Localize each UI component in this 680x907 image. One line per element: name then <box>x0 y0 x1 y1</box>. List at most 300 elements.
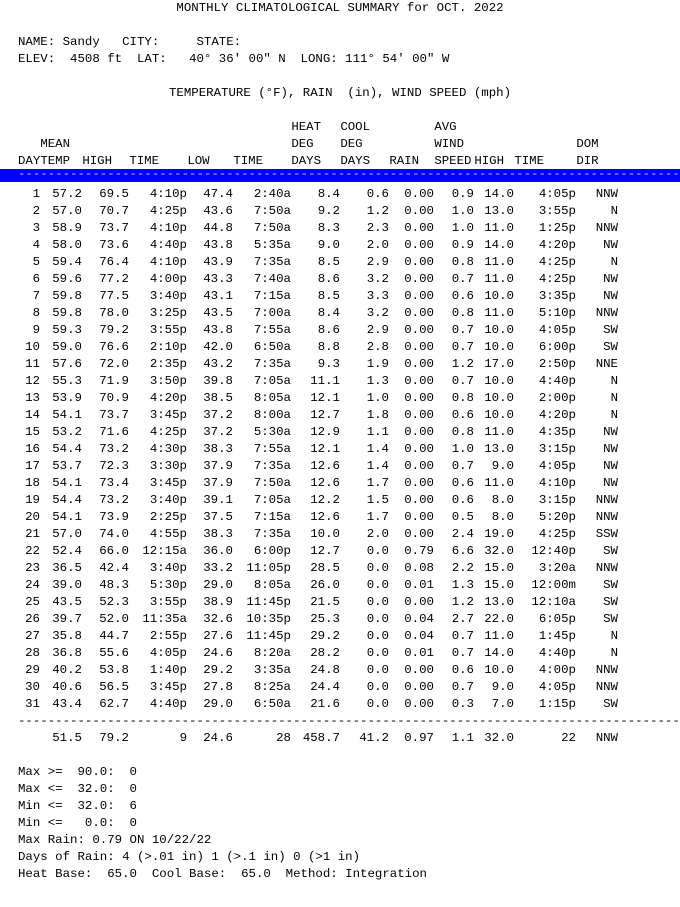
cell-dom-dir: N <box>610 255 618 269</box>
cell-high: 72.0 <box>99 357 129 371</box>
cell-wind-high: 8.0 <box>491 510 514 524</box>
cell-low-time: 8:05a <box>253 391 291 405</box>
cell-rain: 0.00 <box>404 595 434 609</box>
cell-day: 29 <box>25 663 40 677</box>
table-row <box>18 373 618 390</box>
cell-low: 43.8 <box>203 238 233 252</box>
cell-low: 38.5 <box>203 391 233 405</box>
cell-cool-deg-days: 1.8 <box>366 408 389 422</box>
cell-heat-deg-days: 12.1 <box>310 442 340 456</box>
cell-heat-deg-days: 28.2 <box>310 646 340 660</box>
cell-wind-time: 4:20p <box>538 408 576 422</box>
cell-avg-wind-speed: 0.7 <box>451 459 474 473</box>
cell-dom-dir: NNW <box>595 306 618 320</box>
cell-wind-time: 6:05p <box>538 612 576 626</box>
header-wind-time: TIME <box>514 154 545 168</box>
cell-day: 25 <box>25 595 40 609</box>
table-row <box>18 203 618 220</box>
header-heat-deg-days: DAYS <box>291 154 322 168</box>
cell-day: 14 <box>25 408 40 422</box>
cell-high: 71.6 <box>99 425 129 439</box>
cell-avg-wind-speed: 1.2 <box>451 595 474 609</box>
cell-cool-deg-days: 0.0 <box>366 629 389 643</box>
cell-wind-high: 10.0 <box>484 374 514 388</box>
cell-day: 20 <box>25 510 40 524</box>
cell-wind-high: 19.0 <box>484 527 514 541</box>
table-row <box>18 526 618 543</box>
cell-wind-time: 4:25p <box>538 255 576 269</box>
cell-wind-high: 13.0 <box>484 595 514 609</box>
cell-wind-high: 9.0 <box>491 680 514 694</box>
cell-rain: 0.00 <box>404 476 434 490</box>
cell-mean-temp: 54.1 <box>52 510 82 524</box>
cell-high: 71.9 <box>99 374 129 388</box>
cell-dom-dir: N <box>610 204 618 218</box>
cell-cool-deg-days: 2.3 <box>366 221 389 235</box>
table-row <box>18 305 618 322</box>
cell-rain: 0.00 <box>404 459 434 473</box>
cell-high: 77.2 <box>99 272 129 286</box>
cell-wind-time: 4:20p <box>538 238 576 252</box>
cell-avg-wind-speed: 0.5 <box>451 510 474 524</box>
cell-heat-deg-days: 24.8 <box>310 663 340 677</box>
cell-heat-deg-days: 12.6 <box>310 510 340 524</box>
header-dom-dir <box>576 119 618 136</box>
cell-avg-wind-speed: 0.7 <box>451 629 474 643</box>
cell-heat-deg-days: 9.0 <box>317 238 340 252</box>
cell-wind-high: 14.0 <box>484 646 514 660</box>
cell-mean-temp: 51.5 <box>52 731 82 745</box>
cell-mean-temp: 36.5 <box>52 561 82 575</box>
cell-wind-high: 10.0 <box>484 391 514 405</box>
cell-high-time: 9 <box>179 731 187 745</box>
cell-low-time: 7:50a <box>253 476 291 490</box>
cell-day: 10 <box>25 340 40 354</box>
cell-dom-dir: N <box>610 391 618 405</box>
header-low-time: TIME <box>233 154 264 168</box>
header-low <box>187 136 233 153</box>
cell-high: 76.4 <box>99 255 129 269</box>
cell-high-time: 3:25p <box>149 306 187 320</box>
cell-rain: 0.00 <box>404 510 434 524</box>
cell-cool-deg-days: 3.3 <box>366 289 389 303</box>
table-row <box>18 628 618 645</box>
station-line: NAME: Sandy CITY: STATE: <box>18 35 242 49</box>
cell-low-time: 5:30a <box>253 425 291 439</box>
cell-mean-temp: 53.2 <box>52 425 82 439</box>
cell-high: 73.2 <box>99 493 129 507</box>
cell-cool-deg-days: 1.7 <box>366 476 389 490</box>
cell-high: 44.7 <box>99 629 129 643</box>
cell-mean-temp: 59.6 <box>52 272 82 286</box>
cell-avg-wind-speed: 0.9 <box>451 238 474 252</box>
cell-rain: 0.00 <box>404 425 434 439</box>
cell-avg-wind-speed: 0.6 <box>451 408 474 422</box>
cell-high: 78.0 <box>99 306 129 320</box>
cell-low-time: 8:05a <box>253 578 291 592</box>
cell-heat-deg-days: 26.0 <box>310 578 340 592</box>
cell-cool-deg-days: 2.9 <box>366 323 389 337</box>
cell-low: 38.3 <box>203 442 233 456</box>
cell-high-time: 4:00p <box>149 272 187 286</box>
cell-heat-deg-days: 10.0 <box>310 527 340 541</box>
cell-low-time: 11:45p <box>246 629 291 643</box>
cell-day: 12 <box>25 374 40 388</box>
cell-heat-deg-days: 9.2 <box>317 204 340 218</box>
cell-dom-dir: N <box>610 646 618 660</box>
cell-mean-temp: 53.9 <box>52 391 82 405</box>
cell-rain: 0.00 <box>404 306 434 320</box>
cell-low: 24.6 <box>203 646 233 660</box>
cell-heat-deg-days: 28.5 <box>310 561 340 575</box>
cell-mean-temp: 54.1 <box>52 476 82 490</box>
cell-cool-deg-days: 0.0 <box>366 561 389 575</box>
cell-high-time: 5:30p <box>149 578 187 592</box>
cell-wind-time: 5:20p <box>538 510 576 524</box>
header-wind-high: HIGH <box>474 154 505 168</box>
cell-day: 7 <box>32 289 40 303</box>
cell-heat-deg-days: 12.2 <box>310 493 340 507</box>
cell-high-time: 3:40p <box>149 289 187 303</box>
cell-day: 13 <box>25 391 40 405</box>
cell-rain: 0.97 <box>404 731 434 745</box>
table-row <box>18 424 618 441</box>
header-mean-temp: MEAN <box>40 137 71 151</box>
cell-wind-time: 12:00m <box>531 578 576 592</box>
cell-high: 66.0 <box>99 544 129 558</box>
cell-wind-high: 10.0 <box>484 408 514 422</box>
cell-low: 42.0 <box>203 340 233 354</box>
header-low: LOW <box>187 154 210 168</box>
cell-wind-time: 1:15p <box>538 697 576 711</box>
cell-rain: 0.00 <box>404 340 434 354</box>
cell-low: 43.6 <box>203 204 233 218</box>
cell-dom-dir: SW <box>603 578 618 592</box>
cell-high: 42.4 <box>99 561 129 575</box>
table-row <box>18 475 618 492</box>
table-row <box>18 237 618 254</box>
cell-rain: 0.00 <box>404 680 434 694</box>
cell-heat-deg-days: 8.5 <box>317 289 340 303</box>
cell-rain: 0.04 <box>404 629 434 643</box>
cell-low-time: 8:00a <box>253 408 291 422</box>
cell-high: 53.8 <box>99 663 129 677</box>
header-mean-temp: TEMP <box>40 154 71 168</box>
cell-high: 73.6 <box>99 238 129 252</box>
cell-avg-wind-speed: 2.4 <box>451 527 474 541</box>
cell-wind-high: 32.0 <box>484 731 514 745</box>
cell-wind-high: 11.0 <box>484 425 514 439</box>
cell-wind-high: 14.0 <box>484 238 514 252</box>
cell-low-time: 7:15a <box>253 289 291 303</box>
cell-high-time: 4:40p <box>149 697 187 711</box>
cell-high-time: 3:55p <box>149 595 187 609</box>
cell-wind-time: 4:05p <box>538 680 576 694</box>
cell-rain: 0.00 <box>404 238 434 252</box>
cell-high-time: 3:40p <box>149 493 187 507</box>
cell-low-time: 11:05p <box>246 561 291 575</box>
cell-high-time: 4:10p <box>149 255 187 269</box>
cell-heat-deg-days: 29.2 <box>310 629 340 643</box>
cell-dom-dir: NNW <box>595 663 618 677</box>
daily-summary-table <box>18 186 618 713</box>
cell-heat-deg-days: 12.7 <box>310 408 340 422</box>
cell-avg-wind-speed: 1.0 <box>451 221 474 235</box>
cell-cool-deg-days: 1.5 <box>366 493 389 507</box>
units-line: TEMPERATURE (°F), RAIN (in), WIND SPEED (mph) <box>168 86 512 100</box>
cell-wind-time: 3:20a <box>538 561 576 575</box>
cell-heat-deg-days: 21.6 <box>310 697 340 711</box>
cell-low-time: 6:50a <box>253 697 291 711</box>
cell-avg-wind-speed: 0.6 <box>451 493 474 507</box>
cell-mean-temp: 39.7 <box>52 612 82 626</box>
cell-mean-temp: 57.6 <box>52 357 82 371</box>
cell-high-time: 4:10p <box>149 187 187 201</box>
cell-rain: 0.00 <box>404 408 434 422</box>
cell-heat-deg-days: 458.7 <box>302 731 340 745</box>
cell-wind-high: 10.0 <box>484 323 514 337</box>
cell-mean-temp: 40.6 <box>52 680 82 694</box>
cell-heat-deg-days: 8.6 <box>317 272 340 286</box>
cell-day: 28 <box>25 646 40 660</box>
cell-dom-dir: SW <box>603 612 618 626</box>
header-high <box>82 136 129 153</box>
cell-dom-dir: NNW <box>595 731 618 745</box>
cell-avg-wind-speed: 0.3 <box>451 697 474 711</box>
cell-low-time: 2:40a <box>253 187 291 201</box>
cell-day: 18 <box>25 476 40 490</box>
cell-mean-temp: 58.9 <box>52 221 82 235</box>
header-mean-temp <box>40 119 82 136</box>
cell-low: 27.8 <box>203 680 233 694</box>
cell-avg-wind-speed: 0.7 <box>451 340 474 354</box>
cell-mean-temp: 59.8 <box>52 289 82 303</box>
cell-day: 27 <box>25 629 40 643</box>
cell-heat-deg-days: 8.5 <box>317 255 340 269</box>
table-row <box>18 543 618 560</box>
cell-cool-deg-days: 0.0 <box>366 697 389 711</box>
header-avg-wind-speed: WIND <box>434 137 465 151</box>
cell-low-time: 5:35a <box>253 238 291 252</box>
cell-cool-deg-days: 0.0 <box>366 612 389 626</box>
cell-wind-high: 8.0 <box>491 493 514 507</box>
cell-mean-temp: 54.1 <box>52 408 82 422</box>
cell-rain: 0.00 <box>404 493 434 507</box>
table-row <box>18 407 618 424</box>
cell-avg-wind-speed: 0.6 <box>451 289 474 303</box>
cell-wind-high: 17.0 <box>484 357 514 371</box>
footer-line: Heat Base: 65.0 Cool Base: 65.0 Method: Integration <box>18 867 427 881</box>
cell-low-time: 7:35a <box>253 527 291 541</box>
cell-day: 6 <box>32 272 40 286</box>
cell-day: 17 <box>25 459 40 473</box>
header-avg-wind-speed: AVG <box>434 120 457 134</box>
cell-cool-deg-days: 3.2 <box>366 272 389 286</box>
cell-avg-wind-speed: 0.6 <box>451 476 474 490</box>
cell-high: 56.5 <box>99 680 129 694</box>
cell-low-time: 7:55a <box>253 323 291 337</box>
cell-low-time: 7:55a <box>253 442 291 456</box>
cell-dom-dir: NNW <box>595 221 618 235</box>
header-separator-bar <box>0 169 680 182</box>
cell-dom-dir: NW <box>603 238 618 252</box>
footer-line: Max Rain: 0.79 ON 10/22/22 <box>18 833 212 847</box>
cell-low: 29.0 <box>203 578 233 592</box>
cell-dom-dir: SW <box>603 544 618 558</box>
header-high-time <box>129 136 187 153</box>
cell-wind-high: 10.0 <box>484 340 514 354</box>
cell-low-time: 6:00p <box>253 544 291 558</box>
cell-high-time: 2:10p <box>149 340 187 354</box>
table-row <box>18 645 618 662</box>
cell-wind-time: 22 <box>561 731 576 745</box>
cell-heat-deg-days: 24.4 <box>310 680 340 694</box>
cell-wind-time: 4:10p <box>538 476 576 490</box>
cell-low-time: 7:50a <box>253 204 291 218</box>
cell-high-time: 2:55p <box>149 629 187 643</box>
header-rain: RAIN <box>389 154 420 168</box>
cell-wind-time: 4:05p <box>538 323 576 337</box>
cell-day: 4 <box>32 238 40 252</box>
cell-dom-dir: NNW <box>595 187 618 201</box>
cell-cool-deg-days: 1.4 <box>366 442 389 456</box>
cell-wind-time: 2:50p <box>538 357 576 371</box>
cell-dom-dir: SW <box>603 595 618 609</box>
header-wind-high <box>474 119 514 136</box>
cell-cool-deg-days: 1.3 <box>366 374 389 388</box>
cell-high-time: 4:55p <box>149 527 187 541</box>
cell-mean-temp: 35.8 <box>52 629 82 643</box>
cell-mean-temp: 59.3 <box>52 323 82 337</box>
cell-high: 52.3 <box>99 595 129 609</box>
cell-mean-temp: 55.3 <box>52 374 82 388</box>
cell-rain: 0.01 <box>404 578 434 592</box>
header-heat-deg-days: DEG <box>291 137 314 151</box>
cell-dom-dir: NNE <box>595 357 618 371</box>
cell-cool-deg-days: 1.1 <box>366 425 389 439</box>
cell-low: 29.0 <box>203 697 233 711</box>
header-avg-wind-speed: SPEED <box>434 154 472 168</box>
cell-mean-temp: 39.0 <box>52 578 82 592</box>
cell-high: 73.2 <box>99 442 129 456</box>
table-row <box>18 458 618 475</box>
cell-high-time: 3:45p <box>149 408 187 422</box>
totals-separator: ----------------------------------------------------------------------------------------- <box>18 714 680 728</box>
cell-wind-time: 12:40p <box>531 544 576 558</box>
cell-dom-dir: NW <box>603 476 618 490</box>
cell-cool-deg-days: 41.2 <box>359 731 389 745</box>
totals-row <box>18 730 618 747</box>
cell-avg-wind-speed: 0.8 <box>451 425 474 439</box>
cell-avg-wind-speed: 1.0 <box>451 204 474 218</box>
cell-low-time: 10:35p <box>246 612 291 626</box>
cell-wind-time: 4:05p <box>538 459 576 473</box>
cell-high: 74.0 <box>99 527 129 541</box>
cell-high-time: 3:45p <box>149 476 187 490</box>
cell-avg-wind-speed: 0.7 <box>451 272 474 286</box>
cell-wind-high: 13.0 <box>484 204 514 218</box>
cell-wind-time: 4:00p <box>538 663 576 677</box>
cell-low-time: 28 <box>276 731 291 745</box>
cell-mean-temp: 52.4 <box>52 544 82 558</box>
table-row <box>18 254 618 271</box>
cell-high-time: 2:25p <box>149 510 187 524</box>
cell-heat-deg-days: 25.3 <box>310 612 340 626</box>
cell-cool-deg-days: 0.0 <box>366 544 389 558</box>
cell-dom-dir: SW <box>603 340 618 354</box>
cell-low: 29.2 <box>203 663 233 677</box>
cell-mean-temp: 43.4 <box>52 697 82 711</box>
cell-dom-dir: SSW <box>595 527 618 541</box>
cell-wind-high: 11.0 <box>484 629 514 643</box>
header-low-time <box>233 136 291 153</box>
table-row <box>18 186 618 203</box>
cell-dom-dir: NW <box>603 272 618 286</box>
header-cool-deg-days: COOL <box>340 120 371 134</box>
cell-high: 79.2 <box>99 731 129 745</box>
cell-cool-deg-days: 2.8 <box>366 340 389 354</box>
cell-wind-time: 5:10p <box>538 306 576 320</box>
cell-day: 19 <box>25 493 40 507</box>
cell-rain: 0.00 <box>404 357 434 371</box>
cell-low: 39.1 <box>203 493 233 507</box>
cell-mean-temp: 36.8 <box>52 646 82 660</box>
cell-day: 24 <box>25 578 40 592</box>
cell-mean-temp: 59.8 <box>52 306 82 320</box>
cell-wind-time: 2:00p <box>538 391 576 405</box>
header-row <box>18 119 618 136</box>
cell-rain: 0.00 <box>404 204 434 218</box>
cell-day: 30 <box>25 680 40 694</box>
cell-mean-temp: 43.5 <box>52 595 82 609</box>
header-day <box>18 136 40 153</box>
cell-low: 43.1 <box>203 289 233 303</box>
cell-cool-deg-days: 1.7 <box>366 510 389 524</box>
cell-high: 73.4 <box>99 476 129 490</box>
cell-low: 37.2 <box>203 425 233 439</box>
cell-avg-wind-speed: 1.0 <box>451 442 474 456</box>
cell-high: 52.0 <box>99 612 129 626</box>
cell-high-time: 4:20p <box>149 391 187 405</box>
cell-avg-wind-speed: 0.9 <box>451 187 474 201</box>
header-wind-time <box>514 119 576 136</box>
cell-avg-wind-speed: 2.7 <box>451 612 474 626</box>
cell-avg-wind-speed: 1.3 <box>451 578 474 592</box>
totals-table <box>18 730 618 747</box>
cell-high-time: 4:25p <box>149 425 187 439</box>
cell-wind-high: 15.0 <box>484 578 514 592</box>
cell-wind-time: 4:25p <box>538 272 576 286</box>
cell-dom-dir: NW <box>603 289 618 303</box>
cell-high-time: 3:40p <box>149 561 187 575</box>
cell-heat-deg-days: 8.4 <box>317 187 340 201</box>
header-low <box>187 119 233 136</box>
cell-dom-dir: SW <box>603 323 618 337</box>
cell-avg-wind-speed: 0.8 <box>451 391 474 405</box>
cell-rain: 0.00 <box>404 272 434 286</box>
cell-low-time: 11:45p <box>246 595 291 609</box>
cell-low: 43.3 <box>203 272 233 286</box>
header-high: HIGH <box>82 154 113 168</box>
table-row <box>18 577 618 594</box>
cell-day: 2 <box>32 204 40 218</box>
cell-avg-wind-speed: 1.1 <box>451 731 474 745</box>
footer-line: Max <= 32.0: 0 <box>18 782 137 796</box>
header-cool-deg-days: DEG <box>340 137 363 151</box>
cell-low-time: 7:35a <box>253 459 291 473</box>
cell-high: 69.5 <box>99 187 129 201</box>
cell-rain: 0.00 <box>404 221 434 235</box>
